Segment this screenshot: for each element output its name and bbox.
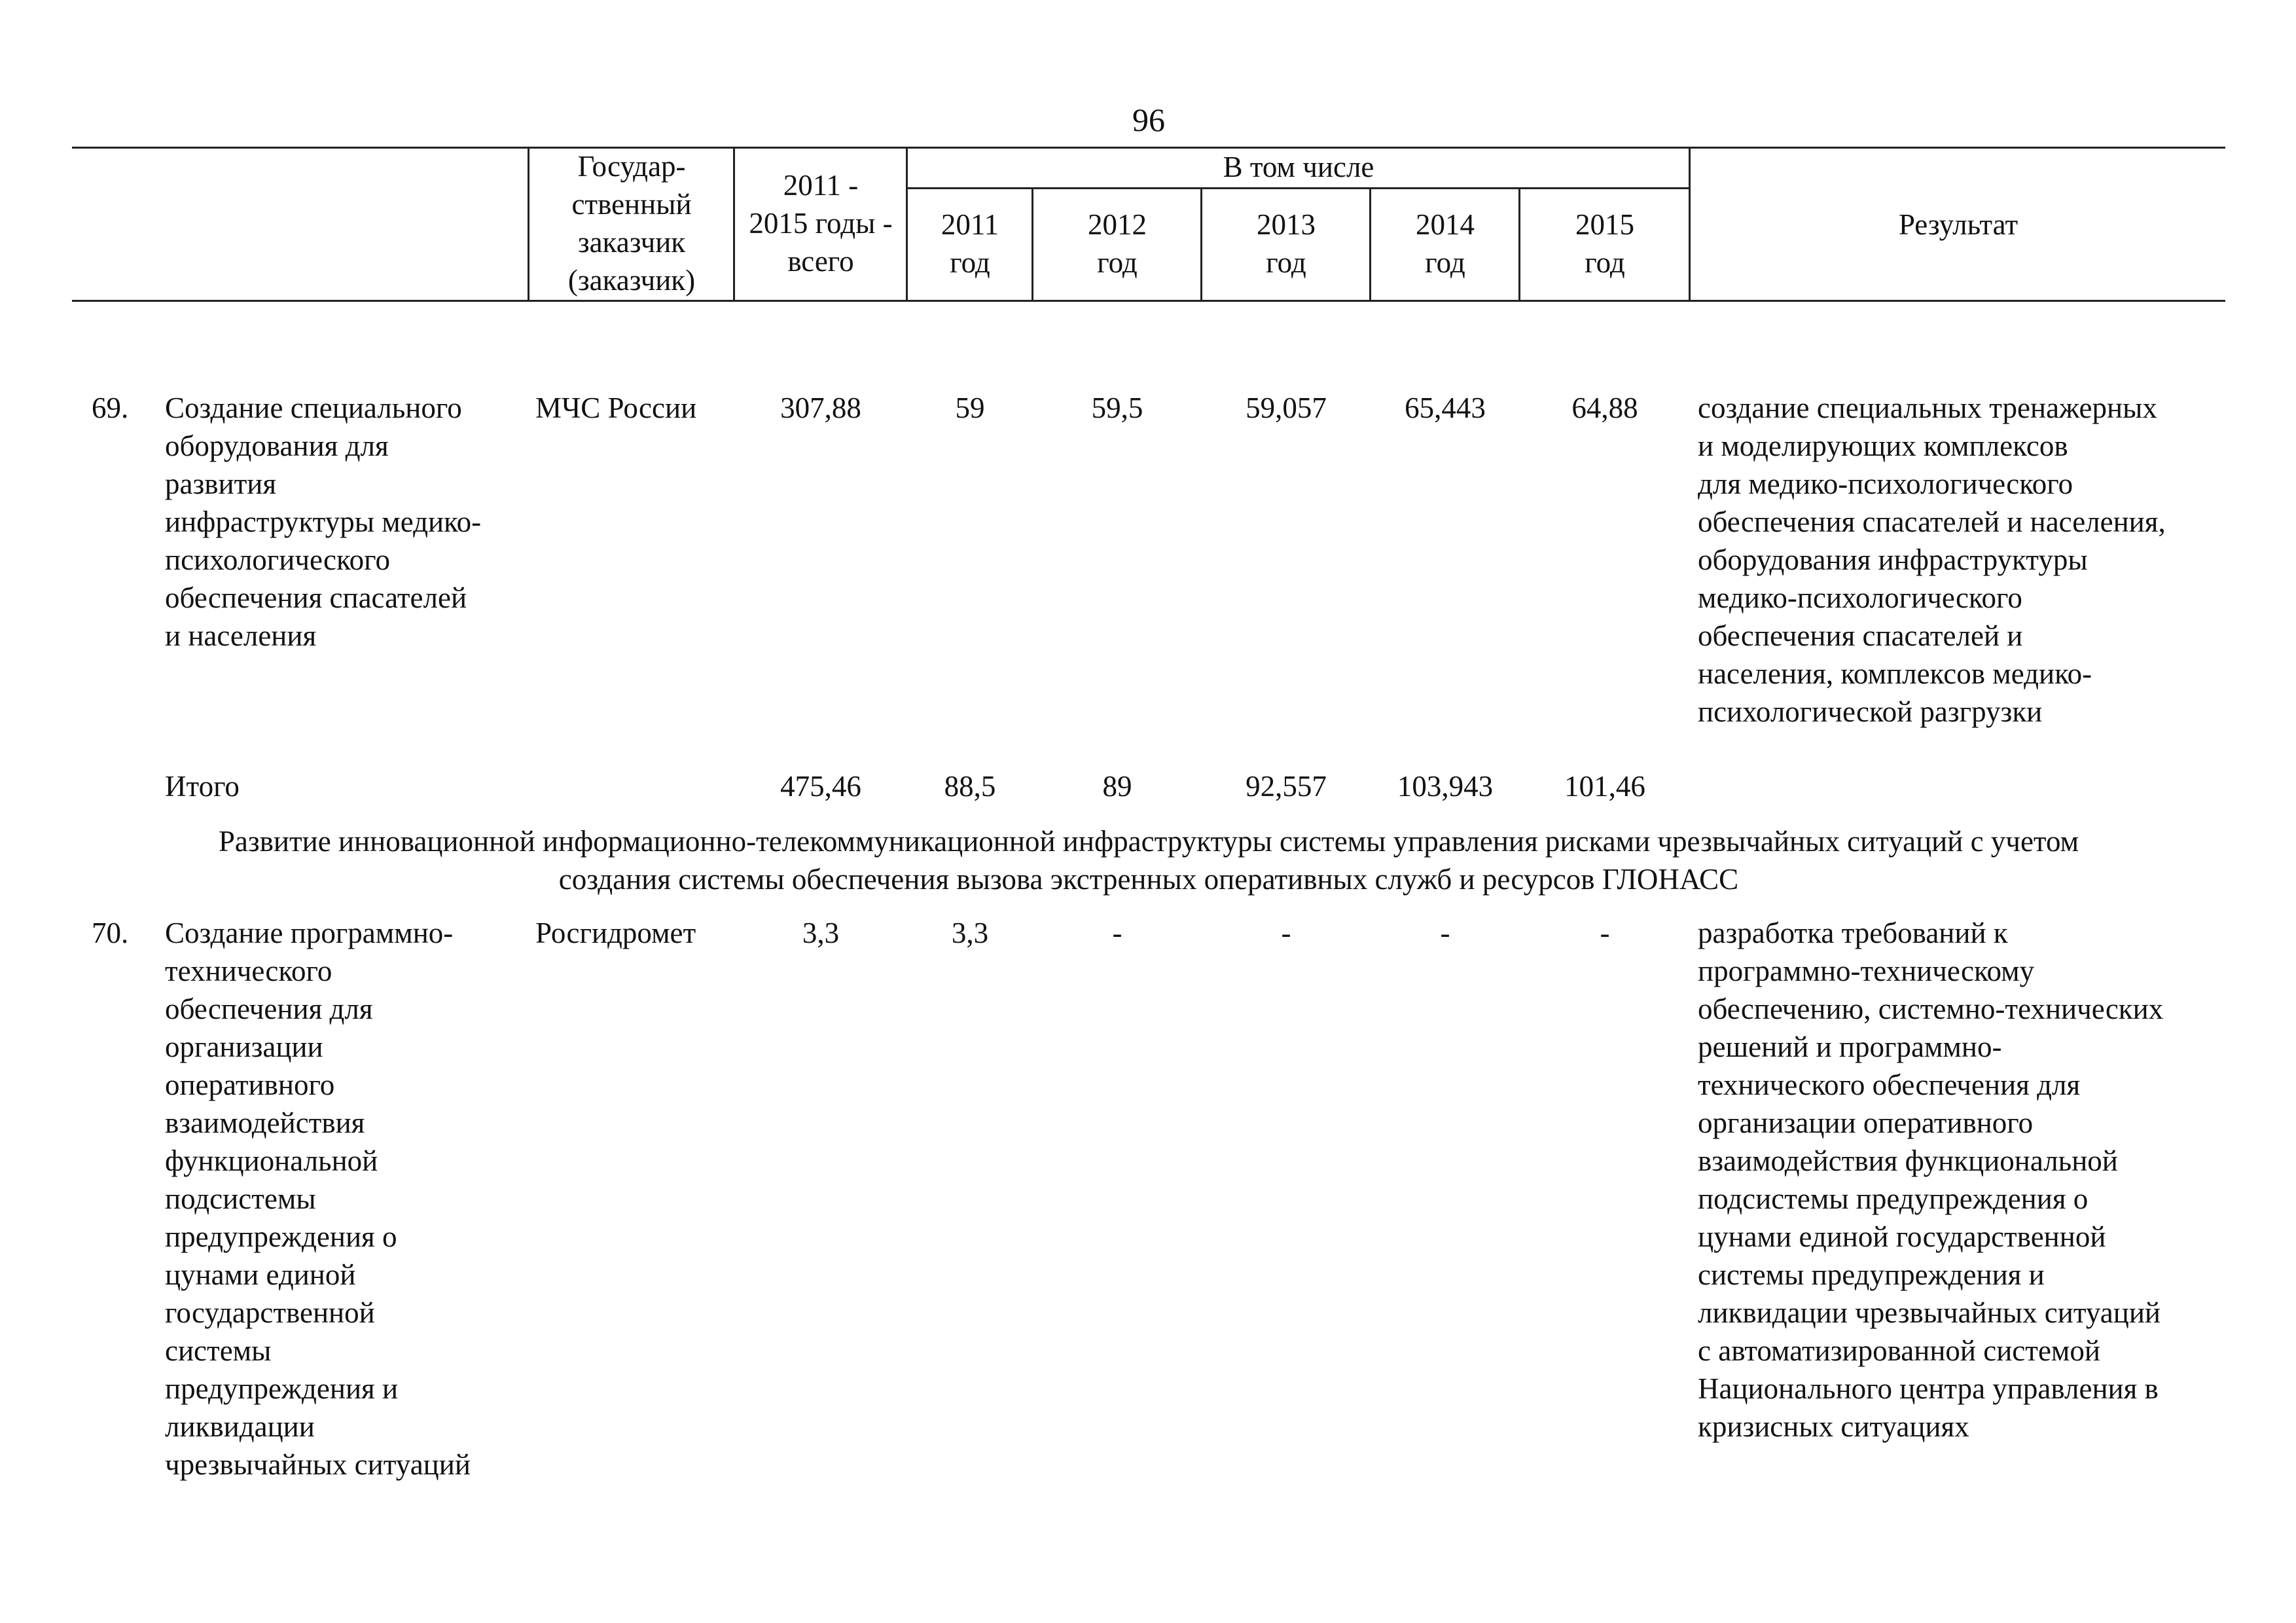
header-divider-total (733, 147, 735, 301)
row-69-value-2011: 59 (955, 392, 985, 424)
header-divider-2013 (1200, 187, 1202, 301)
row-69-total: 307,88 (780, 392, 861, 424)
section-title (72, 822, 2225, 898)
section-title-line: Развитие инновационной информационно-телекоммуникационной инфраструктуры системы управления рисками чрезвычайных ситуаций с учетом (218, 825, 2079, 858)
page-number: 96 (1132, 101, 1165, 138)
section-title-line: создания системы обеспечения вызова экстренных оперативных служб и ресурсов ГЛОНАСС (558, 863, 1739, 896)
row-70-value-2013: - (1281, 917, 1291, 949)
header-divider-result (1689, 147, 1691, 301)
row-70-number: 70. (92, 917, 129, 949)
header-including: В том числе (1223, 151, 1374, 183)
row-70-value-2014: - (1440, 917, 1450, 949)
row-70-value-2012: - (1112, 917, 1122, 949)
row-70-customer: Росгидромет (535, 917, 696, 949)
row-70-total: 3,3 (802, 917, 840, 949)
header-total: 2011 - 2015 годы - всего (749, 169, 893, 278)
row-70-value-2011: 3,3 (951, 917, 989, 949)
including-rule (906, 187, 1689, 189)
subtotal-value-2015: 101,46 (1564, 770, 1645, 803)
header-year-2014: 2014 год (1416, 208, 1475, 279)
header-divider-2015 (1518, 187, 1520, 301)
row-70-value-2015: - (1600, 917, 1610, 949)
row-69-value-2015: 64,88 (1571, 392, 1638, 424)
header-year-2015: 2015 год (1575, 208, 1634, 279)
row-69-customer: МЧС России (535, 392, 697, 424)
row-69-number: 69. (92, 392, 129, 424)
subtotal-label: Итого (165, 770, 240, 803)
row-69-result: создание специальных тренажерных и моделирующих комплексов для медико-психологического обеспечения спасателей и населения, оборудования инфраструктуры медико-психологического обеспечения спасателей и населения, комплексов медико- психологической разгрузки (1698, 392, 2166, 728)
header-bottom-rule (72, 300, 2225, 302)
row-70-name: Создание программно- технического обеспечения для организации оперативного взаимодействия функциональной подсистемы предупреждения о цунами единой государственной системы предупреждения и ликвидации чрезвычайных ситуаций (165, 917, 471, 1481)
header-result: Результат (1898, 208, 2018, 241)
subtotal-value-2012: 89 (1102, 770, 1132, 803)
header-customer: Государ- ственный заказчик (заказчик) (567, 150, 696, 297)
subtotal-value-2011: 88,5 (944, 770, 996, 803)
header-divider-2014 (1369, 187, 1371, 301)
header-year-2012: 2012 год (1088, 208, 1147, 279)
row-69-value-2013: 59,057 (1246, 392, 1327, 424)
header-divider-customer (528, 147, 529, 301)
row-69-value-2014: 65,443 (1405, 392, 1486, 424)
row-69-value-2012: 59,5 (1091, 392, 1143, 424)
header-divider-2012 (1031, 187, 1033, 301)
subtotal-total: 475,46 (780, 770, 861, 803)
header-divider-2011 (906, 147, 908, 301)
row-70-result: разработка требований к программно-техническому обеспечению, системно-технических решений и программно- технического обеспечения для организации оперативного взаимодействия функциональной подсистемы предупреждения о цунами единой государственной системы предупреждения и ликвидации чрезвычайных ситуаций с автоматизированной системой Национального центра управления в кризисных ситуациях (1698, 917, 2164, 1443)
row-69-name: Создание специального оборудования для развития инфраструктуры медико- психологического обеспечения спасателей и населения (165, 392, 482, 652)
header-year-2013: 2013 год (1257, 208, 1316, 279)
subtotal-value-2013: 92,557 (1246, 770, 1327, 803)
header-year-2011: 2011 год (941, 208, 999, 279)
subtotal-value-2014: 103,943 (1397, 770, 1494, 803)
